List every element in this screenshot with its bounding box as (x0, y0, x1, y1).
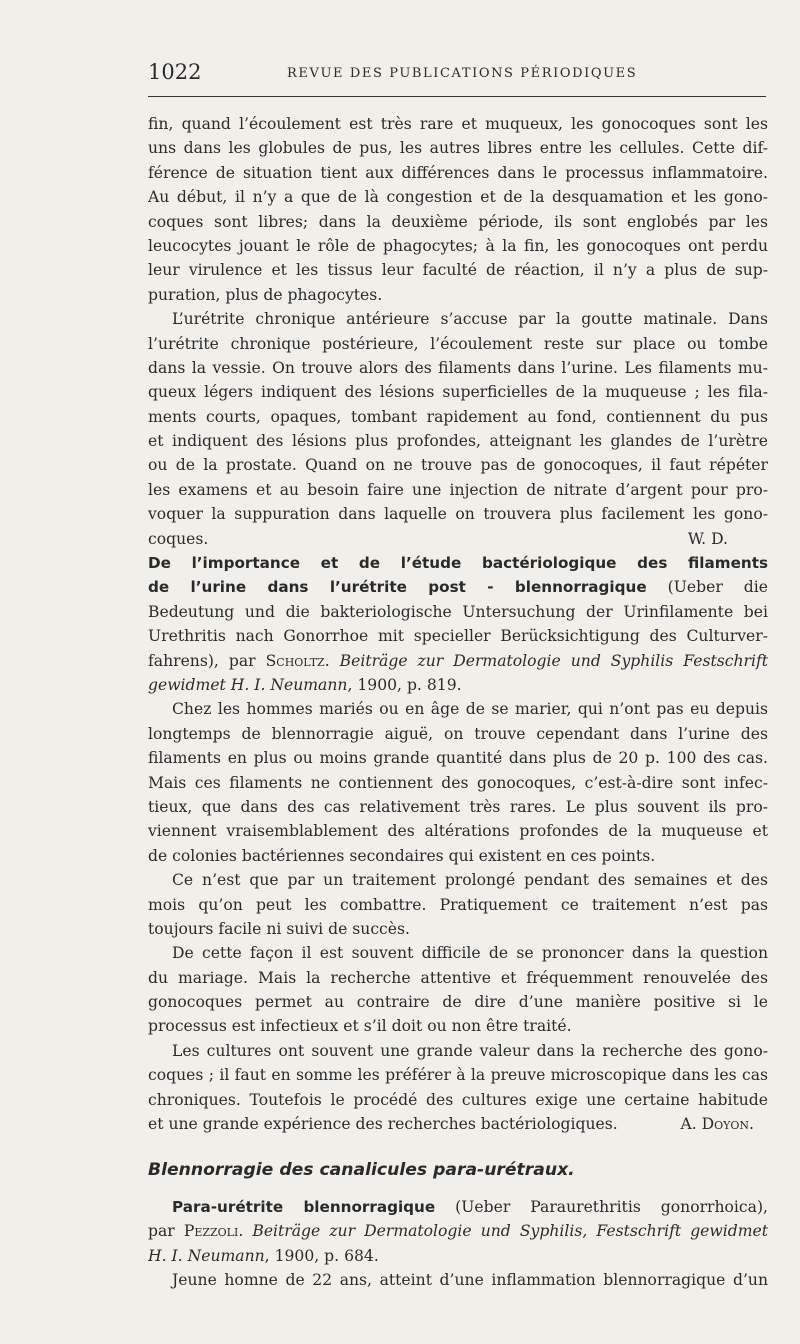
text-line: viennent vraisemblablement des altérations profondes de la muqueuse et (148, 822, 768, 841)
reference-text: fahrens), par (148, 651, 266, 670)
article-reference-line (148, 649, 768, 673)
text-line-with-signature (148, 527, 768, 551)
text-fragment: et une grande expérience des recherches bactériologiques. (148, 1115, 618, 1134)
text-line: fin, quand l’écoulement est très rare et muqueux, les gonocoques sont les (148, 115, 768, 133)
header-rule (148, 96, 766, 97)
page-header (148, 60, 766, 88)
reference-text: . (324, 651, 340, 670)
author-signature: A. Doyon. (680, 1115, 754, 1134)
text-line: les examens et au besoin faire une injection de nitrate d’argent pour pro- (148, 480, 768, 499)
paragraph-case-report (148, 1268, 768, 1292)
journal-title: H. I. Neumann (148, 1246, 265, 1265)
text-line: gonocoques permet au contraire de dire d’une manière positive si le (148, 993, 768, 1012)
article-reference-line: Bedeutung und die bakteriologische Untersuchung der Urinfilamente bei (148, 602, 768, 621)
article-heading-filaments (148, 551, 768, 697)
article-reference-line (148, 1219, 768, 1243)
journal-title: Beiträge zur Dermatologie und Syphilis Festschrift (339, 651, 768, 670)
text-line: filaments en plus ou moins grande quantité dans plus de 20 p. 100 des cas. (148, 749, 768, 768)
text-line: leur virulence et les tissus leur faculté de réaction, il n’y a plus de sup- (148, 261, 768, 280)
article-reference-line (148, 1244, 768, 1268)
text-line: leucocytes jouant le rôle de phagocytes; à la fin, les gonocoques ont perdu (148, 236, 768, 255)
text-line: L’urétrite chronique antérieure s’accuse par la goutte matinale. Dans (172, 310, 768, 329)
text-line: l’urétrite chronique postérieure, l’écoulement reste sur place ou tombe (148, 334, 768, 353)
text-line-with-signature (148, 1112, 768, 1136)
author-name: Pezzoli (183, 1222, 239, 1241)
paragraph-married-men (148, 697, 768, 868)
author-signature: W. D. (687, 529, 728, 548)
article-reference: (Ueber Paraurethritis gonorrhoica), (435, 1197, 768, 1216)
reference-text: , 1900, p. 819. (347, 675, 462, 694)
text-line: ou de la prostate. Quand on ne trouve pas de gonocoques, il faut répéter (148, 456, 768, 475)
text-line: processus est infectieux et s’il doit ou non être traité. (148, 1017, 572, 1036)
article-title-line (148, 1195, 768, 1219)
text-line: Ce n’est que par un traitement prolongé pendant des semaines et des (172, 871, 768, 890)
text-line: tieux, que dans des cas relativement très rares. Le plus souvent ils pro- (148, 797, 768, 816)
text-line: coques sont libres; dans la deuxième période, ils sont englobés par les (148, 212, 768, 231)
text-line: voquer la suppuration dans laquelle on trouvera plus facilement les gono- (148, 505, 768, 524)
article-title-line (148, 551, 768, 575)
text-line: dans la vessie. On trouve alors des filaments dans l’urine. Les filaments mu- (148, 358, 768, 377)
article-reference-line: Urethritis nach Gonorrhoe mit specieller Berücksichtigung des Culturver- (148, 627, 768, 646)
section-heading: Blennorragie des canalicules para-urétraux. (148, 1160, 575, 1181)
text-line: de colonies bactériennes secondaires qui existent en ces points. (148, 846, 656, 865)
text-line: Mais ces filaments ne contiennent des gonocoques, c’est-à-dire sont infec- (148, 773, 768, 792)
paragraph-cultures (148, 1039, 768, 1137)
text-line: puration, plus de phagocytes. (148, 285, 383, 304)
paragraph-marriage-question (148, 941, 768, 1039)
text-line: coques ; il faut en somme les préférer à la preuve microscopique dans les cas (148, 1066, 768, 1085)
article-title: De l’importance et de l’étude bactériologique des filaments (148, 554, 768, 573)
text-line: Jeune homne de 22 ans, atteint d’une inflammation blennorragique d’un (172, 1270, 768, 1289)
text-line: toujours facile ni suivi de succès. (148, 919, 410, 938)
article-heading-paraurethritis (148, 1195, 768, 1268)
text-line: Les cultures ont souvent une grande valeur dans la recherche des gono- (172, 1041, 768, 1060)
journal-title: gewidmet H. I. Neumann (148, 675, 348, 694)
text-line: du mariage. Mais la recherche attentive et fréquemment renouvelée des (148, 968, 768, 987)
article-title: de l’urine dans l’urétrite post - blennorragique (148, 578, 647, 597)
journal-title: Beiträge zur Dermatologie und Syphilis, Festschrift gewidmet (252, 1222, 768, 1241)
article-reference-line (148, 673, 768, 697)
text-line: Au début, il n’y a que de là congestion et de la desquamation et les gono- (148, 188, 768, 207)
reference-text: par (148, 1222, 184, 1241)
page-number: 1022 (148, 60, 202, 84)
reference-text: , 1900, p. 684. (264, 1246, 379, 1265)
paragraph-continuation (148, 112, 768, 307)
article-reference: (Ueber die (646, 578, 768, 597)
text-line: chroniques. Toutefois le procédé des cultures exige une certaine habitude (148, 1090, 768, 1109)
article-title-line (148, 575, 768, 599)
text-line: et indiquent des lésions plus profondes, atteignant les glandes de l’urètre (148, 432, 768, 451)
text-line: mois qu’on peut les combattre. Pratiquement ce traitement n’est pas (148, 895, 768, 914)
text-line: férence de situation tient aux différences dans le processus inflammatoire. (148, 163, 768, 182)
author-name: Scholtz (265, 651, 325, 670)
reference-text: . (238, 1222, 253, 1241)
text-line: De cette façon il est souvent difficile de se prononcer dans la question (172, 944, 768, 963)
text-line: ments courts, opaques, tombant rapidement au fond, contiennent du pus (148, 407, 768, 426)
text-line: Chez les hommes mariés ou en âge de se marier, qui n’ont pas eu depuis (172, 700, 768, 719)
text-line: longtemps de blennorragie aiguë, on trouve cependant dans l’urine des (148, 724, 768, 743)
paragraph-chronic-urethritis (148, 307, 768, 551)
article-title: Para-urétrite blennorragique (172, 1197, 436, 1216)
running-title: REVUE DES PUBLICATIONS PÉRIODIQUES (287, 66, 638, 81)
text-line: queux légers indiquent des lésions superficielles de la muqueuse ; les fila- (148, 383, 768, 402)
page-body (148, 112, 768, 1292)
paragraph-treatment (148, 868, 768, 941)
text-line: uns dans les globules de pus, les autres libres entre les cellules. Cette dif- (148, 139, 768, 158)
text-fragment: coques. (148, 529, 209, 548)
